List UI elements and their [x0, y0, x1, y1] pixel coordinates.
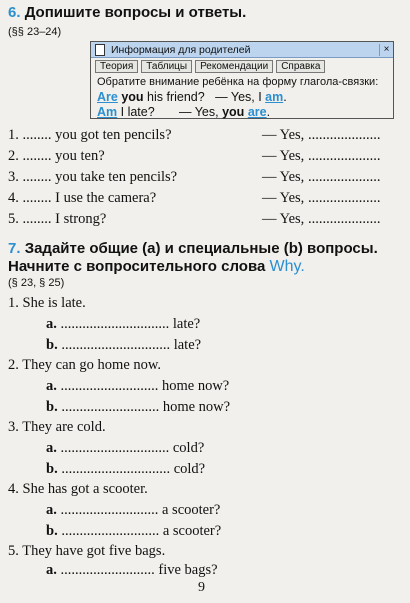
task7-title-line2: Начните с вопросительного слова [8, 258, 266, 275]
info-note: Обратите внимание ребёнка на форму глагола-связки: [97, 76, 379, 88]
task6-ref: (§§ 23–24) [8, 26, 62, 38]
answer-prefix: — Yes, [262, 148, 305, 164]
task7-item-1-b [46, 337, 201, 354]
b-label: b. [46, 523, 58, 539]
ex2-answer-subject: you [222, 105, 245, 119]
answer-blank[interactable]: ........ [22, 169, 52, 185]
task7-item-2 [8, 357, 161, 374]
task6-title: Допишите вопросы и ответы. [24, 4, 247, 21]
question-tail: cold? [172, 440, 205, 456]
task6-answer-1 [262, 127, 380, 144]
answer-prefix: — Yes, [262, 190, 305, 206]
answer-blank[interactable]: ........................... [61, 523, 160, 539]
answer-blank[interactable]: ........ [22, 190, 52, 206]
task6-heading [8, 4, 246, 21]
task6-item-4 [8, 190, 156, 207]
task7-heading [8, 240, 378, 257]
item-sentence: They are cold. [22, 419, 106, 435]
item-sentence: They have got five bags. [22, 543, 166, 559]
item-text: you take ten pencils? [55, 169, 178, 185]
ex1-question-subject: you [121, 90, 144, 104]
example-2 [97, 105, 387, 120]
item-number: 5. [8, 543, 19, 559]
question-tail: cold? [173, 461, 206, 477]
question-tail: five bags? [158, 562, 218, 578]
answer-blank[interactable]: .................... [307, 190, 381, 206]
answer-blank[interactable]: .................... [307, 169, 381, 185]
a-label: a. [46, 378, 57, 394]
item-number: 4. [8, 481, 19, 497]
item-sentence: She has got a scooter. [22, 481, 148, 497]
task7-item-5-a [46, 562, 218, 579]
question-tail: a scooter? [162, 502, 221, 518]
b-label: b. [46, 337, 58, 353]
question-tail: late? [173, 337, 202, 353]
ex2-question-rest: I late? [117, 105, 155, 119]
task7-ref: (§ 23, § 25) [8, 277, 65, 289]
item-number: 4. [8, 190, 19, 206]
document-icon [95, 44, 105, 56]
question-tail: a scooter? [162, 523, 222, 539]
parent-info-box [90, 41, 394, 119]
task6-item-5 [8, 211, 106, 228]
item-number: 2. [8, 148, 19, 164]
task7-item-4-a [46, 502, 220, 519]
task7-item-1-a [46, 316, 200, 333]
answer-blank[interactable]: .......................... [60, 562, 155, 578]
task7-item-2-a [46, 378, 229, 395]
task7-item-3-b [46, 461, 205, 478]
ex1-answer-start: — Yes, I [215, 90, 266, 104]
task6-item-2 [8, 148, 105, 165]
item-number: 3. [8, 419, 19, 435]
task7-item-2-b [46, 399, 230, 416]
example-1 [97, 90, 387, 105]
task7-number: 7. [8, 240, 21, 257]
answer-blank[interactable]: ........................... [61, 399, 160, 415]
item-number: 1. [8, 295, 19, 311]
question-tail: late? [172, 316, 201, 332]
question-tail: home now? [162, 378, 230, 394]
answer-blank[interactable]: ........................... [60, 378, 159, 394]
task6-number: 6. [8, 4, 21, 21]
tab-recommendations[interactable]: Рекомендации [195, 60, 273, 73]
answer-blank[interactable]: .............................. [61, 461, 171, 477]
answer-blank[interactable]: ........ [22, 211, 52, 227]
answer-blank[interactable]: ........................... [60, 502, 159, 518]
task6-answer-4 [262, 190, 380, 207]
a-label: a. [46, 562, 57, 578]
task7-item-1 [8, 295, 86, 312]
question-tail: home now? [162, 399, 231, 415]
ex2-answer-verb: are [247, 105, 267, 119]
ex2-question-verb: Am [97, 105, 118, 119]
a-label: a. [46, 440, 57, 456]
item-text: I use the camera? [55, 190, 157, 206]
task7-item-3 [8, 419, 106, 436]
close-icon[interactable]: × [379, 44, 393, 56]
answer-prefix: — Yes, [262, 127, 305, 143]
ex2-answer-start: — Yes, [179, 105, 223, 119]
task6-item-1 [8, 127, 172, 144]
answer-blank[interactable]: ........ [22, 148, 52, 164]
item-number: 1. [8, 127, 19, 143]
task7-why: Why. [269, 258, 305, 275]
b-label: b. [46, 461, 58, 477]
answer-blank[interactable]: .............................. [61, 337, 171, 353]
item-number: 2. [8, 357, 19, 373]
item-number: 5. [8, 211, 19, 227]
answer-blank[interactable]: .............................. [60, 440, 170, 456]
task7-heading-line2 [8, 258, 305, 276]
task7-item-3-a [46, 440, 204, 457]
task6-item-3 [8, 169, 177, 186]
tab-theory[interactable]: Теория [95, 60, 138, 73]
info-box-header [91, 42, 393, 58]
answer-blank[interactable]: .............................. [60, 316, 170, 332]
info-box-title: Информация для родителей [111, 43, 251, 56]
page-number: 9 [198, 580, 205, 595]
item-sentence: She is late. [22, 295, 86, 311]
info-box-tabs [91, 58, 393, 73]
task7-item-4 [8, 481, 148, 498]
item-text: you got ten pencils? [55, 127, 172, 143]
answer-blank[interactable]: .................... [307, 127, 381, 143]
item-number: 3. [8, 169, 19, 185]
item-text: you ten? [55, 148, 105, 164]
answer-prefix: — Yes, [262, 169, 305, 185]
info-box-body [91, 73, 393, 122]
ex1-question-rest: his friend? [143, 90, 205, 104]
ex1-answer-verb: am [265, 90, 284, 104]
task6-answer-2 [262, 148, 380, 165]
answer-prefix: — Yes, [262, 211, 305, 227]
task7-item-5 [8, 543, 165, 560]
ex1-question-verb: Are [97, 90, 118, 104]
answer-blank[interactable]: ........ [22, 127, 52, 143]
task6-answer-3 [262, 169, 380, 186]
task6-answer-5 [262, 211, 380, 228]
task7-title-line1: Задайте общие (а) и специальные (b) вопросы. [24, 240, 378, 257]
tab-tables[interactable]: Таблицы [141, 60, 192, 73]
item-text: I strong? [55, 211, 107, 227]
a-label: a. [46, 316, 57, 332]
item-sentence: They can go home now. [22, 357, 162, 373]
a-label: a. [46, 502, 57, 518]
answer-blank[interactable]: .................... [307, 148, 381, 164]
b-label: b. [46, 399, 58, 415]
ex2-answer-end: . [266, 105, 271, 119]
answer-blank[interactable]: .................... [307, 211, 381, 227]
tab-help[interactable]: Справка [276, 60, 325, 73]
task7-item-4-b [46, 523, 221, 540]
ex1-answer-end: . [283, 90, 287, 104]
